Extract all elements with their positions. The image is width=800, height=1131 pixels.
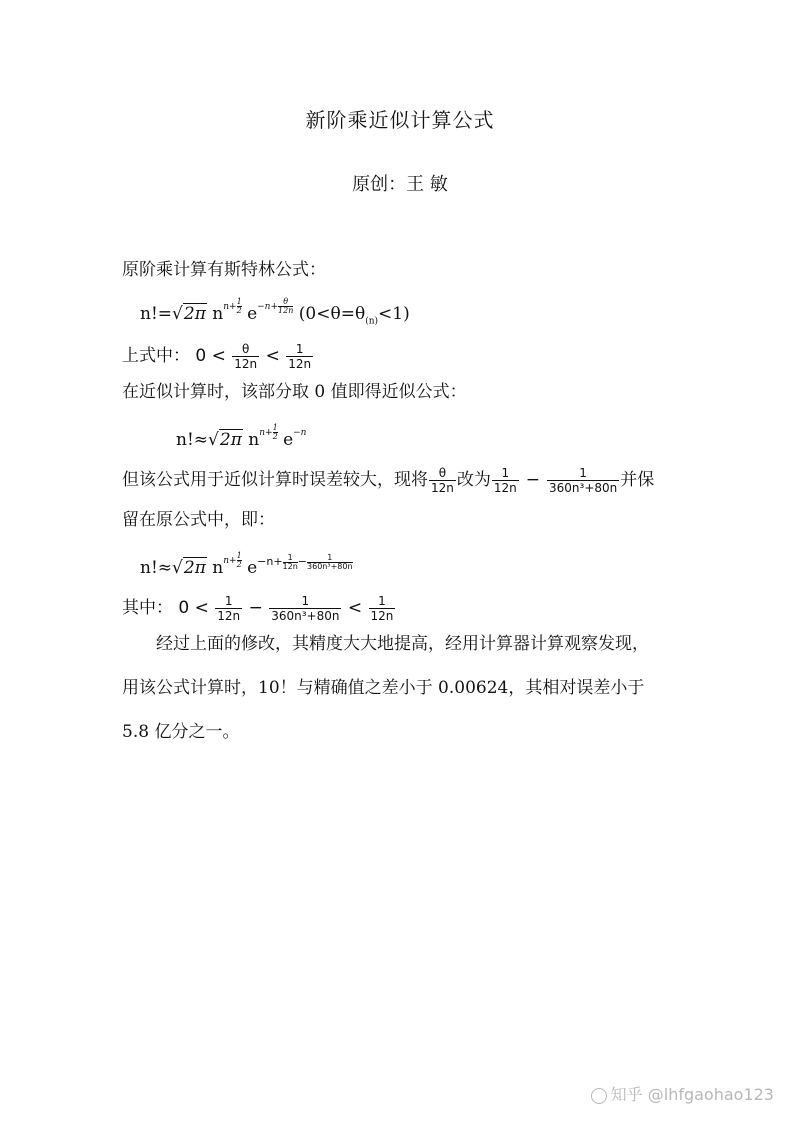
- bound-mid: <: [265, 346, 280, 366]
- change-frac-theta: $\frac{\theta}{12n}$: [431, 466, 454, 495]
- formula3-lhs: n!≈: [140, 558, 173, 578]
- formula3-base2: e: [247, 558, 258, 578]
- where-frac-one: $\frac{1}{12n}$: [217, 594, 241, 623]
- formula3-exp2: −n+ $\frac{1}{12n}$ − $\frac{1}{\text{360n³+80n}}$: [257, 552, 353, 571]
- bound-frac-one: $\frac{1}{12n}$: [288, 342, 312, 371]
- where-frac-correction: $\frac{1}{\text{360n³+80n}}$: [271, 594, 340, 623]
- conclusion-line-2: 用该公式计算时，10！与精确值之差小于 0.00624，其相对误差小于: [122, 678, 645, 698]
- watermark-icon: [591, 1088, 607, 1104]
- change-text-end: 并保: [620, 470, 655, 490]
- formula2-base2: e: [283, 430, 294, 450]
- document-author: 原创：王 敏: [352, 174, 448, 195]
- bound-line: [122, 342, 314, 371]
- formula2-exp1: n+ $\frac{1}{2}$: [259, 423, 278, 441]
- sqrt-symbol: √2π: [172, 304, 206, 324]
- bound-left: 0 <: [195, 346, 226, 366]
- approx-formula: [176, 424, 306, 452]
- formula1-condition: $(0<\theta=\theta_{(n)}<1)$: [298, 304, 410, 327]
- formula3-exp1: n+ $\frac{1}{2}$: [223, 551, 242, 569]
- conclusion-line-1: 经过上面的修改，其精度大大地提高，经用计算器计算观察发现，: [122, 634, 649, 654]
- sqrt-symbol-3: √2π: [172, 558, 206, 578]
- formula1-exp2: −n+ $\frac{\theta}{12n}$: [257, 297, 294, 315]
- change-text-mid: 改为: [456, 470, 491, 490]
- document-title: 新阶乘近似计算公式: [305, 108, 495, 132]
- change-frac-correction: $\frac{1}{\text{360n³+80n}}$: [549, 466, 618, 495]
- where-line: [122, 594, 396, 623]
- where-mid: <: [347, 598, 363, 618]
- formula1-base1: n: [212, 304, 224, 324]
- where-frac-upper: $\frac{1}{12n}$: [370, 594, 394, 623]
- change-line: [122, 466, 654, 495]
- new-formula: [140, 550, 353, 580]
- stirling-intro: 原阶乘计算有斯特林公式：: [122, 260, 326, 280]
- change-text-a: 但该公式用于近似计算时误差较大，现将: [122, 470, 428, 490]
- where-minus: −: [248, 598, 263, 618]
- bound-label: 上式中：: [122, 346, 190, 366]
- bound-frac-theta: $\frac{\theta}{12n}$: [234, 342, 258, 371]
- conclusion-line-3: 5.8 亿分之一。: [122, 722, 240, 742]
- approx-intro: 在近似计算时，该部分取 0 值即得近似公式：: [122, 382, 467, 402]
- change-frac-one: $\frac{1}{12n}$: [493, 466, 517, 495]
- watermark: 知乎 @lhfgaohao123: [591, 1082, 774, 1105]
- change-minus: −: [525, 470, 540, 490]
- formula1-lhs: n!=: [140, 304, 173, 324]
- stirling-formula: [140, 298, 410, 326]
- sqrt-symbol-2: √2π: [208, 430, 242, 450]
- formula1-base2: e: [247, 304, 258, 324]
- change-text-b: 留在原公式中，即：: [122, 510, 275, 530]
- where-left: 0 <: [178, 598, 209, 618]
- formula1-exp1: n+ $\frac{1}{2}$: [223, 297, 242, 315]
- formula3-base1: n: [212, 558, 224, 578]
- formula2-lhs: n!≈: [176, 430, 209, 450]
- formula2-base1: n: [248, 430, 260, 450]
- where-label: 其中：: [122, 598, 173, 618]
- formula2-exp2: −n: [293, 428, 307, 438]
